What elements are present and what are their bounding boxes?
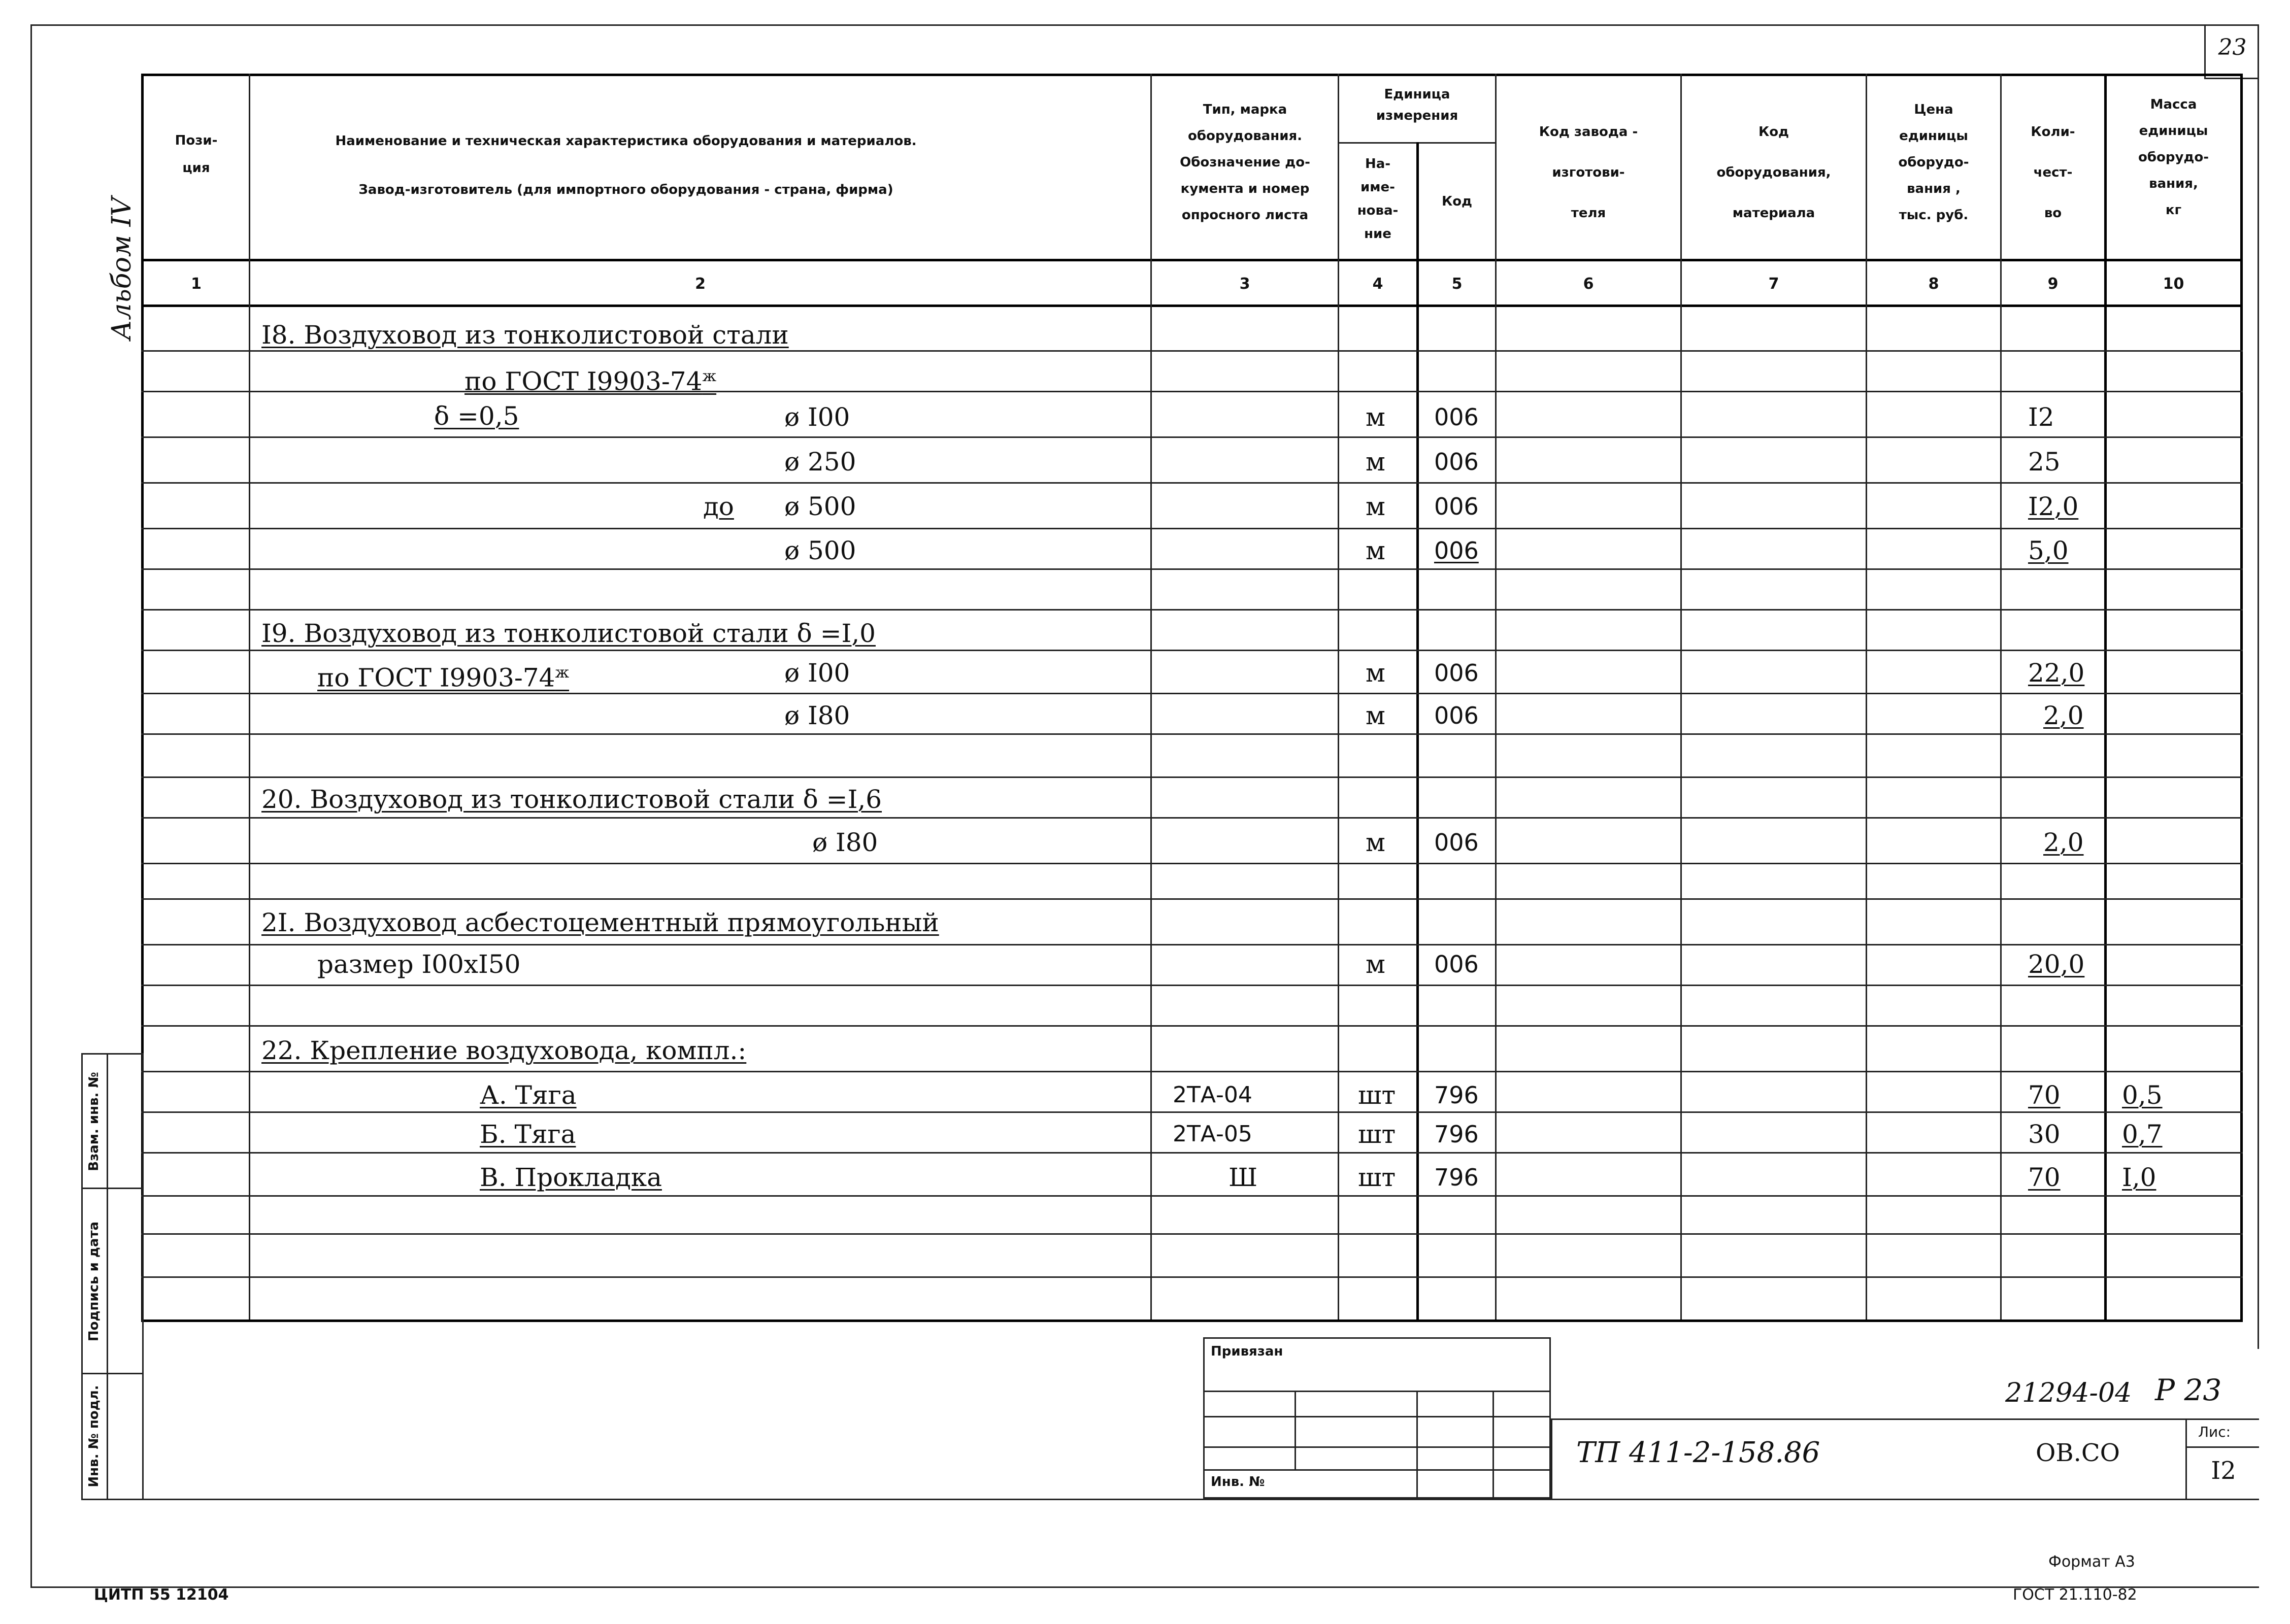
sheet-number: I2 bbox=[2211, 1457, 2236, 1485]
item-21-unit: м bbox=[1366, 950, 1385, 979]
item-18-thickness: δ =0,5 bbox=[434, 401, 519, 431]
item-19-dia-2-code: 006 bbox=[1434, 702, 1479, 729]
handwritten-page-ref: Р 23 bbox=[2155, 1373, 2222, 1407]
col-num-10: 10 bbox=[2163, 275, 2184, 293]
item-19-title: I9. Воздуховод из тонколистовой стали δ =I,0 bbox=[261, 619, 876, 648]
item-18-dia-1-qty: I2 bbox=[2028, 402, 2054, 432]
item-22-b-type: 2ТА-05 bbox=[1173, 1121, 1252, 1147]
header-unit-name: На- име- нова- ние bbox=[1357, 156, 1399, 242]
item-20-dia-1-code: 006 bbox=[1434, 829, 1479, 856]
header-maker-code: Код завода - изготови- теля bbox=[1539, 124, 1638, 221]
item-22-b-name: Б. Тяга bbox=[480, 1120, 576, 1149]
item-22-a-name: А. Тяга bbox=[480, 1080, 577, 1110]
item-22-c-code: 796 bbox=[1434, 1164, 1479, 1191]
page-number: 23 bbox=[2218, 35, 2247, 60]
col-num-5: 5 bbox=[1451, 275, 1463, 293]
item-18-dia-1-unit: м bbox=[1366, 402, 1385, 432]
item-20-title: 20. Воздуховод из тонколистовой стали δ =I,6 bbox=[261, 785, 882, 814]
item-19-dia-1: ø I00 bbox=[784, 658, 850, 688]
item-22-b-qty: 30 bbox=[2028, 1120, 2061, 1149]
item-22-a-type: 2ТА-04 bbox=[1173, 1082, 1252, 1108]
item-18-dia-4-unit: м bbox=[1366, 536, 1385, 565]
item-21-title: 2I. Воздуховод асбестоцементный прямоугольный bbox=[261, 908, 939, 937]
item-22-b-mass: 0,7 bbox=[2122, 1120, 2163, 1149]
side-label-inv-original: Инв. № подл. bbox=[86, 1385, 102, 1487]
item-18-dia-1: ø I00 bbox=[784, 402, 850, 432]
item-22-title: 22. Крепление воздуховода, компл.: bbox=[261, 1036, 747, 1065]
item-22-c-mass: I,0 bbox=[2122, 1163, 2156, 1192]
document-mark: ОВ.СО bbox=[2036, 1439, 2120, 1467]
item-19-dia-2: ø I80 bbox=[784, 701, 850, 730]
col-num-9: 9 bbox=[2047, 275, 2059, 293]
footer-print-code: ЦИТП 55 12104 bbox=[94, 1586, 229, 1604]
item-18-dia-2: ø 250 bbox=[784, 447, 856, 477]
item-19-dia-1-unit: м bbox=[1366, 658, 1385, 688]
item-22-c-type: Ш bbox=[1229, 1163, 1258, 1192]
item-22-c-qty: 70 bbox=[2028, 1163, 2061, 1192]
item-19-dia-2-qty: 2,0 bbox=[2043, 701, 2084, 730]
side-label-signature-date: Подпись и дата bbox=[86, 1221, 102, 1342]
item-19-dia-1-qty: 22,0 bbox=[2028, 658, 2085, 688]
header-unit-group: Единица измерения bbox=[1376, 87, 1458, 123]
document-code: ТП 411-2-158.86 bbox=[1576, 1436, 1820, 1469]
header-unit-code: Код bbox=[1441, 194, 1473, 209]
handwritten-doc-number: 21294-04 bbox=[2005, 1378, 2132, 1408]
header-position: Пози- ция bbox=[175, 133, 218, 176]
item-19-gost: по ГОСТ $I9903-74^ж$ bbox=[317, 663, 570, 693]
binding-label: Привязан bbox=[1211, 1344, 1283, 1359]
item-18-dia-3-code: 006 bbox=[1434, 493, 1479, 520]
item-22-c-name: В. Прокладка bbox=[480, 1163, 662, 1192]
item-18-dia-2-unit: м bbox=[1366, 447, 1385, 477]
col-num-7: 7 bbox=[1768, 275, 1779, 293]
sheet-label: Лис: bbox=[2198, 1424, 2231, 1440]
header-name: Наименование и техническая характеристика оборудования и материалов. Завод-изготовитель (для импортного оборудования - страна, фирма) bbox=[335, 133, 917, 197]
item-21-code: 006 bbox=[1434, 951, 1479, 978]
item-20-dia-1: ø I80 bbox=[812, 828, 878, 857]
col-num-2: 2 bbox=[695, 275, 706, 293]
item-18-title: I8. Воздуховод из тонколистовой стали bbox=[261, 320, 789, 350]
item-20-dia-1-qty: 2,0 bbox=[2043, 828, 2084, 857]
item-19-dia-1-code: 006 bbox=[1434, 659, 1479, 687]
item-22-b-code: 796 bbox=[1434, 1121, 1479, 1148]
header-price: Цена единицы оборудо- вания , тыс. руб. bbox=[1898, 102, 1969, 223]
item-22-a-unit: шт bbox=[1358, 1080, 1396, 1110]
item-18-dia-3: ø 500 bbox=[784, 492, 856, 521]
side-label-replace-inv: Взам. инв. № bbox=[86, 1072, 102, 1171]
col-num-8: 8 bbox=[1928, 275, 1939, 293]
header-equipment-code: Код оборудования, материала bbox=[1716, 124, 1831, 221]
item-18-dia-1-code: 006 bbox=[1434, 403, 1479, 431]
col-num-1: 1 bbox=[191, 275, 202, 293]
header-type: Тип, марка оборудования. Обозначение до- кумента и номер опросного листа bbox=[1180, 102, 1310, 223]
item-22-a-code: 796 bbox=[1434, 1081, 1479, 1109]
item-18-upto: до bbox=[703, 492, 734, 521]
item-22-b-unit: шт bbox=[1358, 1120, 1396, 1149]
item-18-dia-3-qty: I2,0 bbox=[2028, 492, 2079, 521]
item-18-dia-4-qty: 5,0 bbox=[2028, 536, 2069, 565]
item-20-dia-1-unit: м bbox=[1366, 828, 1385, 857]
item-18-dia-4-code: 006 bbox=[1434, 537, 1479, 564]
item-19-dia-2-unit: м bbox=[1366, 701, 1385, 730]
item-21-size: размер I00xI50 bbox=[317, 950, 521, 979]
item-18-dia-2-code: 006 bbox=[1434, 448, 1479, 476]
item-18-dia-2-qty: 25 bbox=[2028, 447, 2061, 477]
header-mass: Масса единицы оборудо- вания, кг bbox=[2138, 97, 2209, 218]
header-quantity: Коли- чест- во bbox=[2031, 124, 2075, 221]
item-21-qty: 20,0 bbox=[2028, 950, 2085, 979]
item-18-dia-4: ø 500 bbox=[784, 536, 856, 565]
item-22-c-unit: шт bbox=[1358, 1163, 1396, 1192]
footer-gost: ГОСТ 21.110-82 bbox=[2013, 1586, 2137, 1604]
item-22-a-qty: 70 bbox=[2028, 1080, 2061, 1110]
inventory-number-label: Инв. № bbox=[1211, 1474, 1265, 1490]
item-22-a-mass: 0,5 bbox=[2122, 1080, 2163, 1110]
col-num-3: 3 bbox=[1239, 275, 1250, 293]
item-18-gost: по ГОСТ $I9903-74^ж$ bbox=[464, 366, 717, 396]
footer-format: Формат А3 bbox=[2048, 1553, 2135, 1571]
col-num-6: 6 bbox=[1583, 275, 1594, 293]
album-label: Альбом IV bbox=[107, 197, 137, 340]
col-num-4: 4 bbox=[1372, 275, 1383, 293]
item-18-dia-3-unit: м bbox=[1366, 492, 1385, 521]
